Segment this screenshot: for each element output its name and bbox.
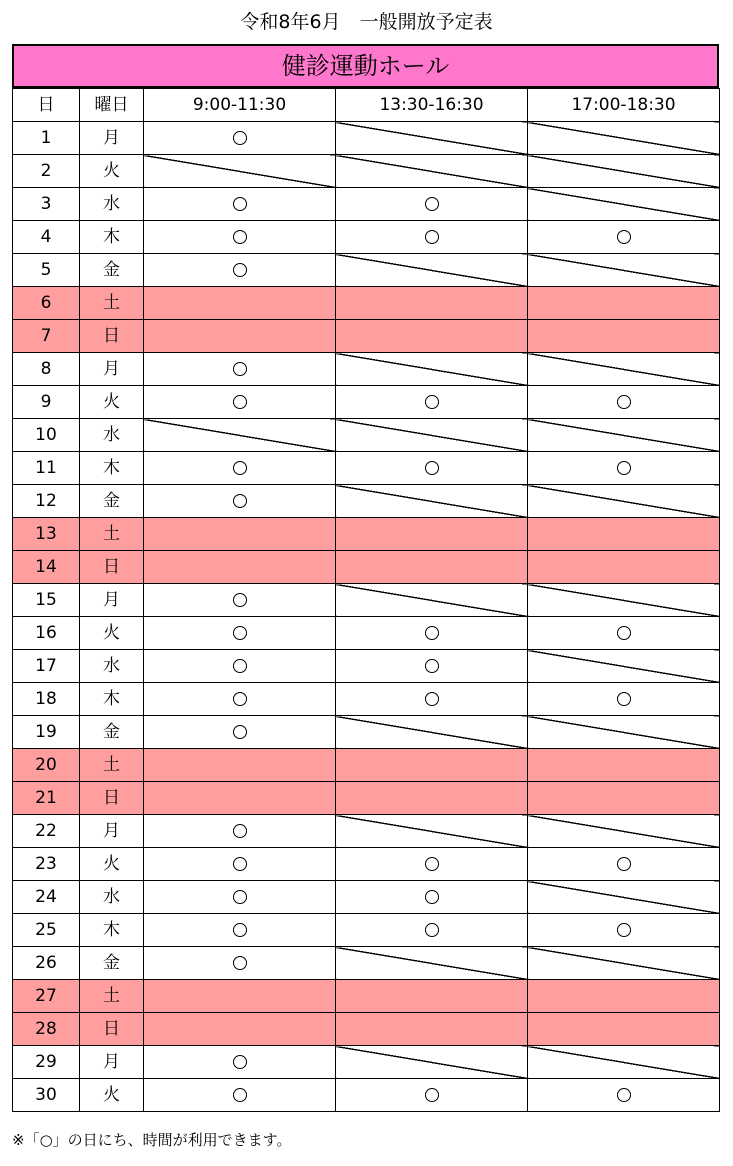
weekday-cell: 水 — [80, 188, 144, 221]
weekday-cell: 木 — [80, 683, 144, 716]
open-circle-icon — [425, 197, 439, 211]
table-row — [13, 518, 720, 551]
open-circle-icon — [425, 395, 439, 409]
table-row — [13, 353, 720, 386]
page-title: 令和8年6月 一般開放予定表 — [240, 11, 493, 33]
slot-cell — [528, 1013, 720, 1046]
slot-cell — [336, 452, 528, 485]
header-day: 日 — [13, 89, 80, 122]
slot-cell — [336, 881, 528, 914]
open-circle-icon — [233, 890, 247, 904]
table-row — [13, 221, 720, 254]
weekday-cell: 月 — [80, 353, 144, 386]
open-circle-icon — [233, 692, 247, 706]
slot-cell — [336, 353, 528, 386]
slot-cell — [144, 188, 336, 221]
day-cell: 19 — [13, 716, 80, 749]
day-cell: 25 — [13, 914, 80, 947]
table-row — [13, 782, 720, 815]
slot-cell — [144, 650, 336, 683]
slot-cell — [528, 287, 720, 320]
day-cell: 29 — [13, 1046, 80, 1079]
open-circle-icon — [233, 593, 247, 607]
slot-cell — [144, 848, 336, 881]
open-circle-icon — [425, 659, 439, 673]
open-circle-icon — [233, 263, 247, 277]
open-circle-icon — [617, 230, 631, 244]
slot-cell — [144, 584, 336, 617]
slot-cell — [336, 914, 528, 947]
table-row — [13, 749, 720, 782]
day-cell: 28 — [13, 1013, 80, 1046]
weekday-cell: 木 — [80, 221, 144, 254]
weekday-cell: 木 — [80, 452, 144, 485]
slot-cell — [144, 617, 336, 650]
table-row — [13, 419, 720, 452]
open-circle-icon — [425, 890, 439, 904]
open-circle-icon — [233, 1088, 247, 1102]
table-row — [13, 287, 720, 320]
weekday-cell: 金 — [80, 716, 144, 749]
day-cell: 15 — [13, 584, 80, 617]
weekday-cell: 水 — [80, 881, 144, 914]
day-cell: 21 — [13, 782, 80, 815]
slot-cell — [144, 683, 336, 716]
slot-cell — [528, 980, 720, 1013]
table-row — [13, 980, 720, 1013]
weekday-cell: 土 — [80, 518, 144, 551]
open-circle-icon — [233, 659, 247, 673]
slot-cell — [144, 122, 336, 155]
slot-cell — [336, 551, 528, 584]
open-circle-icon — [233, 626, 247, 640]
open-circle-icon — [425, 461, 439, 475]
slot-cell — [144, 353, 336, 386]
day-cell: 5 — [13, 254, 80, 287]
open-circle-icon — [425, 923, 439, 937]
open-circle-icon — [425, 1088, 439, 1102]
slot-cell — [336, 287, 528, 320]
slot-cell — [144, 947, 336, 980]
open-circle-icon — [233, 131, 247, 145]
weekday-cell: 金 — [80, 947, 144, 980]
slot-cell — [144, 1079, 336, 1112]
open-circle-icon — [233, 197, 247, 211]
day-cell: 24 — [13, 881, 80, 914]
slot-cell — [144, 881, 336, 914]
slot-cell — [528, 782, 720, 815]
table-row — [13, 947, 720, 980]
weekday-cell: 土 — [80, 980, 144, 1013]
weekday-cell: 木 — [80, 914, 144, 947]
table-row — [13, 320, 720, 353]
weekday-cell: 火 — [80, 848, 144, 881]
weekday-cell: 火 — [80, 617, 144, 650]
slot-cell — [144, 749, 336, 782]
day-cell: 18 — [13, 683, 80, 716]
day-cell: 8 — [13, 353, 80, 386]
slot-cell — [144, 1013, 336, 1046]
table-row — [13, 452, 720, 485]
slot-cell — [144, 716, 336, 749]
slot-cell — [144, 518, 336, 551]
weekday-cell: 日 — [80, 782, 144, 815]
slot-cell — [336, 782, 528, 815]
slot-cell — [336, 518, 528, 551]
weekday-cell: 土 — [80, 749, 144, 782]
slot-cell — [144, 782, 336, 815]
schedule-body — [13, 122, 720, 1112]
slot-cell — [336, 1079, 528, 1112]
open-circle-icon — [617, 857, 631, 871]
slot-cell — [144, 386, 336, 419]
day-cell: 27 — [13, 980, 80, 1013]
slot-cell — [528, 254, 720, 287]
day-cell: 17 — [13, 650, 80, 683]
table-row — [13, 650, 720, 683]
slot-cell — [144, 155, 336, 188]
footnote: ※「○」の日にち、時間が利用できます。 — [12, 1131, 292, 1149]
day-cell: 3 — [13, 188, 80, 221]
header-weekday: 曜日 — [80, 89, 144, 122]
table-row — [13, 551, 720, 584]
table-row — [13, 122, 720, 155]
slot-cell — [528, 518, 720, 551]
slot-cell — [144, 419, 336, 452]
open-circle-icon — [233, 362, 247, 376]
weekday-cell: 水 — [80, 419, 144, 452]
open-circle-icon — [233, 923, 247, 937]
day-cell: 14 — [13, 551, 80, 584]
slot-cell — [336, 188, 528, 221]
open-circle-icon — [617, 692, 631, 706]
slot-cell — [144, 254, 336, 287]
weekday-cell: 金 — [80, 485, 144, 518]
slot-cell — [144, 320, 336, 353]
slot-cell — [528, 155, 720, 188]
slot-cell — [528, 419, 720, 452]
table-row — [13, 485, 720, 518]
schedule-table — [12, 88, 720, 1112]
slot-cell — [144, 914, 336, 947]
facility-banner: 健診運動ホール — [12, 44, 719, 88]
table-row — [13, 386, 720, 419]
slot-cell — [528, 848, 720, 881]
table-row — [13, 1079, 720, 1112]
table-row — [13, 1013, 720, 1046]
slot-cell — [336, 980, 528, 1013]
slot-cell — [528, 551, 720, 584]
slot-cell — [528, 1046, 720, 1079]
table-row — [13, 254, 720, 287]
table-row — [13, 914, 720, 947]
open-circle-icon — [425, 857, 439, 871]
table-row — [13, 1046, 720, 1079]
slot-cell — [336, 419, 528, 452]
open-circle-icon — [233, 956, 247, 970]
slot-cell — [528, 749, 720, 782]
weekday-cell: 火 — [80, 386, 144, 419]
day-cell: 20 — [13, 749, 80, 782]
weekday-cell: 日 — [80, 551, 144, 584]
slot-cell — [336, 221, 528, 254]
day-cell: 10 — [13, 419, 80, 452]
table-row — [13, 617, 720, 650]
slot-cell — [336, 1046, 528, 1079]
slot-cell — [144, 551, 336, 584]
slot-cell — [144, 1046, 336, 1079]
slot-cell — [144, 980, 336, 1013]
weekday-cell: 月 — [80, 815, 144, 848]
table-row — [13, 155, 720, 188]
open-circle-icon — [617, 1088, 631, 1102]
day-cell: 13 — [13, 518, 80, 551]
day-cell: 16 — [13, 617, 80, 650]
table-row — [13, 881, 720, 914]
slot-cell — [336, 749, 528, 782]
table-row — [13, 716, 720, 749]
slot-cell — [528, 881, 720, 914]
weekday-cell: 火 — [80, 155, 144, 188]
slot-cell — [528, 947, 720, 980]
slot-cell — [528, 452, 720, 485]
open-circle-icon — [425, 626, 439, 640]
day-cell: 1 — [13, 122, 80, 155]
slot-cell — [336, 386, 528, 419]
open-circle-icon — [617, 923, 631, 937]
day-cell: 22 — [13, 815, 80, 848]
slot-cell — [528, 320, 720, 353]
slot-cell — [336, 617, 528, 650]
open-circle-icon — [233, 1055, 247, 1069]
slot-cell — [336, 1013, 528, 1046]
open-circle-icon — [233, 461, 247, 475]
open-circle-icon — [617, 395, 631, 409]
header-slot-evening: 17:00-18:30 — [528, 89, 720, 122]
slot-cell — [336, 815, 528, 848]
weekday-cell: 日 — [80, 1013, 144, 1046]
day-cell: 23 — [13, 848, 80, 881]
slot-cell — [528, 683, 720, 716]
weekday-cell: 日 — [80, 320, 144, 353]
slot-cell — [144, 452, 336, 485]
slot-cell — [528, 353, 720, 386]
slot-cell — [336, 848, 528, 881]
slot-cell — [336, 683, 528, 716]
slot-cell — [336, 716, 528, 749]
slot-cell — [336, 122, 528, 155]
header-slot-morning: 9:00-11:30 — [144, 89, 336, 122]
weekday-cell: 月 — [80, 1046, 144, 1079]
slot-cell — [528, 914, 720, 947]
slot-cell — [144, 221, 336, 254]
table-row — [13, 188, 720, 221]
day-cell: 6 — [13, 287, 80, 320]
slot-cell — [336, 320, 528, 353]
slot-cell — [144, 287, 336, 320]
slot-cell — [528, 1079, 720, 1112]
open-circle-icon — [233, 494, 247, 508]
slot-cell — [528, 716, 720, 749]
open-circle-icon — [233, 230, 247, 244]
open-circle-icon — [425, 230, 439, 244]
day-cell: 11 — [13, 452, 80, 485]
table-row — [13, 584, 720, 617]
weekday-cell: 金 — [80, 254, 144, 287]
day-cell: 9 — [13, 386, 80, 419]
slot-cell — [528, 188, 720, 221]
slot-cell — [528, 386, 720, 419]
day-cell: 26 — [13, 947, 80, 980]
weekday-cell: 水 — [80, 650, 144, 683]
open-circle-icon — [233, 857, 247, 871]
slot-cell — [336, 584, 528, 617]
slot-cell — [336, 254, 528, 287]
weekday-cell: 月 — [80, 584, 144, 617]
slot-cell — [336, 155, 528, 188]
weekday-cell: 月 — [80, 122, 144, 155]
open-circle-icon — [617, 626, 631, 640]
open-circle-icon — [233, 395, 247, 409]
open-circle-icon — [617, 461, 631, 475]
open-circle-icon — [425, 692, 439, 706]
table-row — [13, 683, 720, 716]
open-circle-icon — [233, 824, 247, 838]
day-cell: 12 — [13, 485, 80, 518]
open-circle-icon — [233, 725, 247, 739]
slot-cell — [144, 485, 336, 518]
slot-cell — [336, 947, 528, 980]
day-cell: 7 — [13, 320, 80, 353]
slot-cell — [528, 815, 720, 848]
table-row — [13, 815, 720, 848]
weekday-cell: 土 — [80, 287, 144, 320]
day-cell: 2 — [13, 155, 80, 188]
slot-cell — [336, 485, 528, 518]
slot-cell — [528, 584, 720, 617]
day-cell: 30 — [13, 1079, 80, 1112]
day-cell: 4 — [13, 221, 80, 254]
slot-cell — [528, 122, 720, 155]
header-row — [13, 89, 720, 122]
slot-cell — [528, 221, 720, 254]
weekday-cell: 火 — [80, 1079, 144, 1112]
slot-cell — [144, 815, 336, 848]
table-row — [13, 848, 720, 881]
slot-cell — [528, 650, 720, 683]
slot-cell — [528, 617, 720, 650]
slot-cell — [336, 650, 528, 683]
slot-cell — [528, 485, 720, 518]
header-slot-afternoon: 13:30-16:30 — [336, 89, 528, 122]
